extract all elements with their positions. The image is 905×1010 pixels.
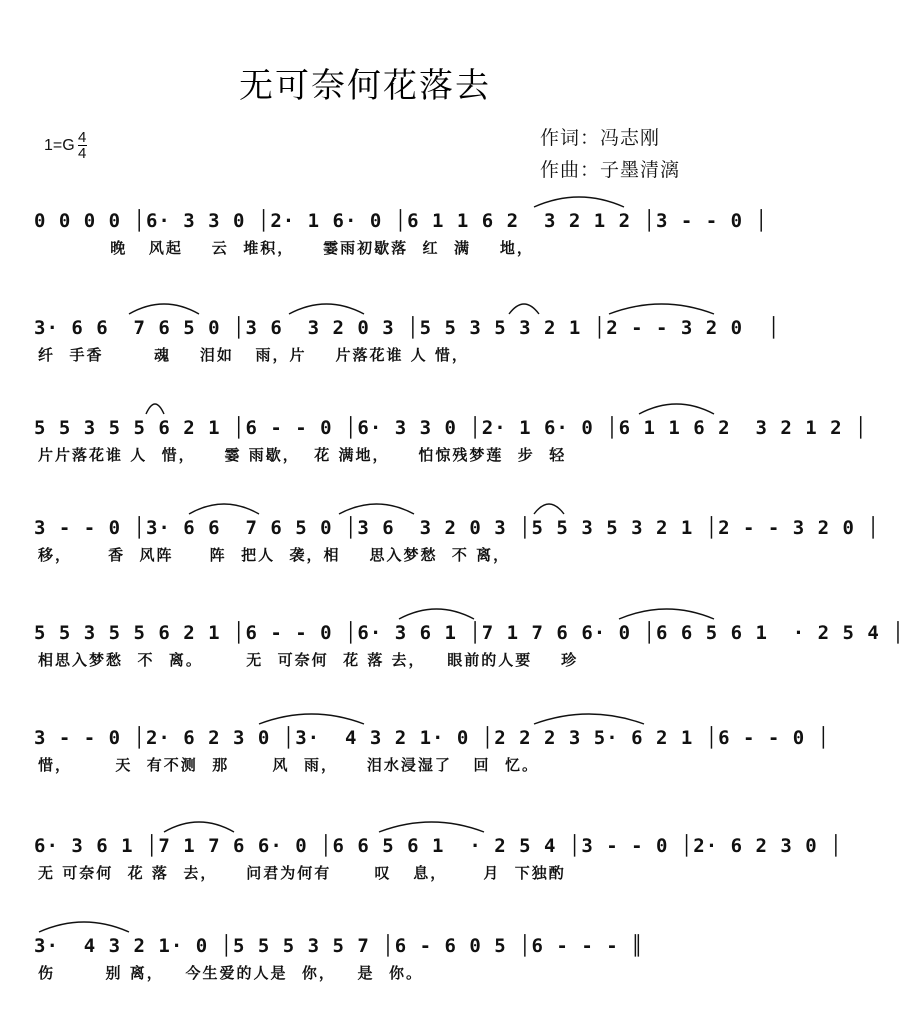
score-system [34, 722, 831, 778]
lyric-line: 惜， 天 有不测 那 风 雨， 泪水浸湿了 回 忆。 [38, 756, 540, 774]
score-system [34, 617, 905, 673]
lyric-line: 移， 香 风阵 阵 把人 袭，相 思入梦愁 不 离， [38, 546, 511, 564]
key-label: 1=G [44, 136, 75, 154]
note-line: 5 5 3 5 5 6 2 1 │6 - - 0 │6· 3 3 0 │2· 1 6· 0 │6 1 1 6 2 3 2 1 2 │ [34, 417, 868, 439]
note-line: 3· 4 3 2 1· 0 │5 5 5 3 5 7 │6 - 6 0 5 │6 - - - ║ [34, 935, 644, 957]
score-system [34, 205, 768, 261]
note-line: 5 5 3 5 5 6 2 1 │6 - - 0 │6· 3 6 1 │7 1 7 6 6· 0 │6 6 5 6 1 · 2 5 4 │ [34, 622, 905, 644]
score-system [34, 512, 880, 568]
score-system [34, 930, 724, 986]
lyric-line: 伤 别 离， 今生爱的人是 你， 是 你。 [38, 964, 424, 982]
key-signature [44, 130, 87, 161]
score-system [34, 830, 843, 886]
lyric-line: 片片落花谁 人 惜， 霎 雨歇， 花 满地， 怕惊残梦莲 步 轻 [38, 446, 567, 464]
note-line: 3 - - 0 │2· 6 2 3 0 │3· 4 3 2 1· 0 │2 2 2 3 5· 6 2 1 │6 - - 0 │ [34, 727, 831, 749]
time-numerator: 4 [78, 129, 87, 146]
time-signature [78, 130, 87, 161]
lyric-line: 无 可奈何 花 落 去， 问君为何有 叹 息， 月 下独酌 [38, 864, 566, 882]
lyric-line: 晚 风起 云 堆积， 霎雨初歇落 红 满 地， [38, 239, 534, 257]
note-line: 3· 6 6 7 6 5 0 │3 6 3 2 0 3 │5 5 3 5 3 2 1 │2 - - 3 2 0 │ [34, 317, 781, 339]
song-title: 无可奈何花落去 [239, 66, 491, 106]
score-system [34, 312, 781, 368]
note-line: 0 0 0 0 │6· 3 3 0 │2· 1 6· 0 │6 1 1 6 2 3 2 1 2 │3 - - 0 │ [34, 210, 768, 232]
lyric-line: 相思入梦愁 不 离。 无 可奈何 花 落 去， 眼前的人要 珍 [38, 651, 579, 669]
composer-credit: 作曲：子墨清漓 [540, 159, 681, 181]
lyric-line: 纤 手香 魂 泪如 雨，片 片落花谁 人 惜， [38, 346, 469, 364]
note-line: 3 - - 0 │3· 6 6 7 6 5 0 │3 6 3 2 0 3 │5 5 3 5 3 2 1 │2 - - 3 2 0 │ [34, 517, 880, 539]
lyricist-credit: 作词：冯志刚 [540, 127, 661, 149]
score-system [34, 412, 868, 468]
time-denominator: 4 [78, 145, 87, 162]
note-line: 6· 3 6 1 │7 1 7 6 6· 0 │6 6 5 6 1 · 2 5 4 │3 - - 0 │2· 6 2 3 0 │ [34, 835, 843, 857]
